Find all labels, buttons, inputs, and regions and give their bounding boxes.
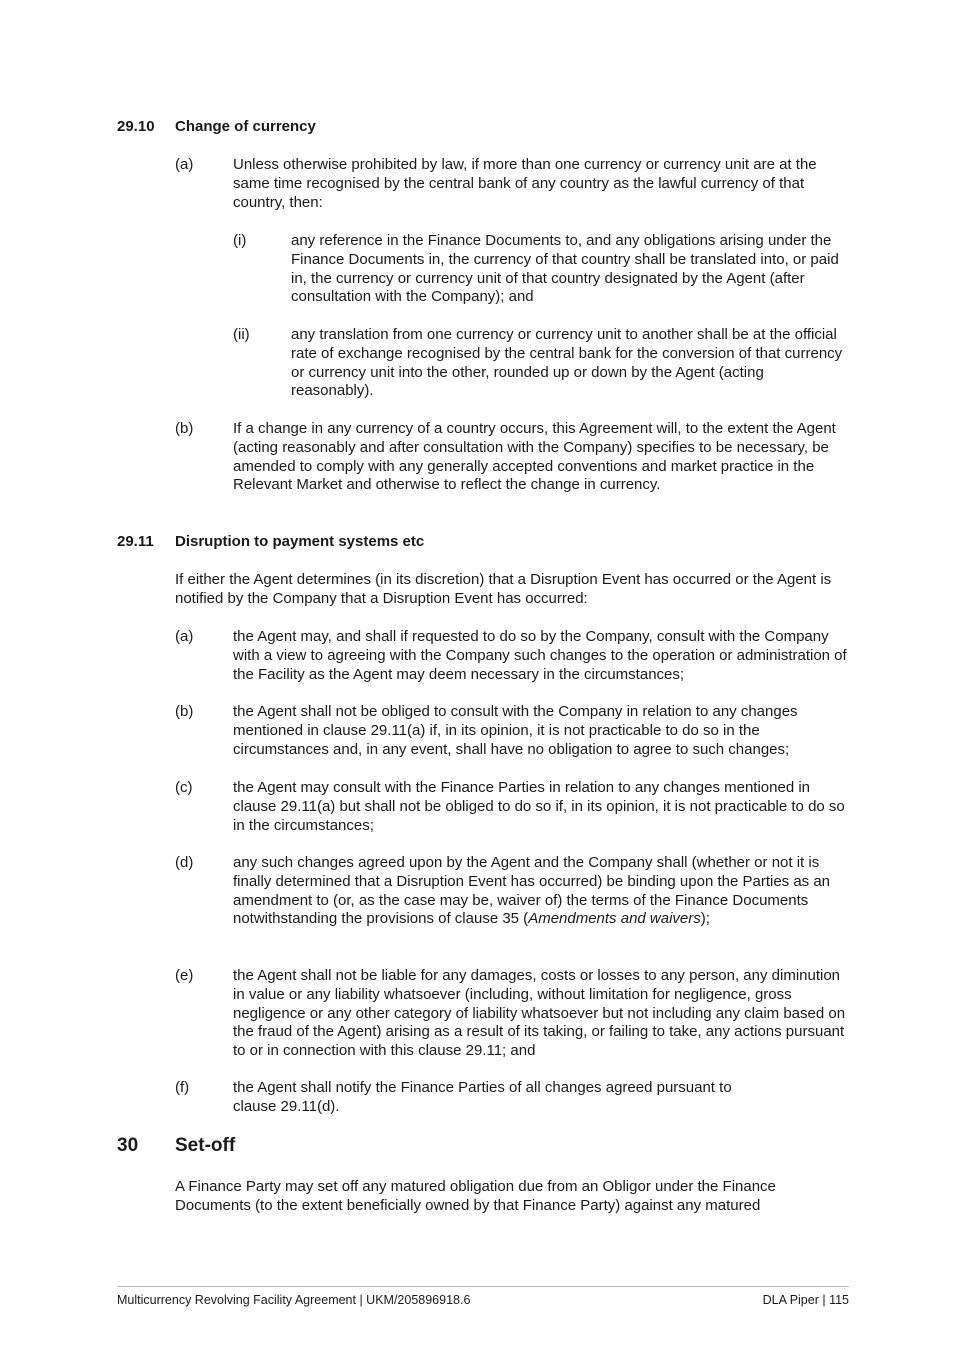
item-label: (b) <box>175 420 194 437</box>
subitem-label: (ii) <box>233 326 250 343</box>
item-text <box>233 854 850 929</box>
item-label: (a) <box>175 156 194 173</box>
footer-divider <box>117 1286 849 1287</box>
item-label: (f) <box>175 1079 190 1096</box>
subitem-text: any reference in the Finance Documents to, and any obligations arising under the Finance Documents in, the currency of that country shall be translated into, or paid in, the currency or currency unit of that country designated by the Agent (after consultation with the Company); and <box>291 232 839 306</box>
item-label: (a) <box>175 628 194 645</box>
item-label: (c) <box>175 779 193 796</box>
clause-30-text: A Finance Party may set off any matured obligation due from an Obligor under the Finance Documents (to the extent beneficially owned by that Finance Party) against any matured <box>175 1178 776 1214</box>
clause-29-11-intro: If either the Agent determines (in its discretion) that a Disruption Event has occurred or the Agent is notified by the Company that a Disruption Event has occurred: <box>175 571 832 607</box>
footer-page-number: DLA Piper | 115 <box>762 1293 849 1307</box>
clause-number: 30 <box>117 1135 139 1156</box>
item-text: Unless otherwise prohibited by law, if more than one currency or currency unit are at the same time recognised by the central bank of any country as the lawful currency of that country, then: <box>233 156 817 211</box>
clause-title: Disruption to payment systems etc <box>175 533 425 550</box>
item-text-after: ); <box>700 910 710 928</box>
item-text <box>233 1079 850 1117</box>
clause-number: 29.11 <box>117 533 154 550</box>
item-text-line2: clause 29.11(d). <box>233 1097 340 1115</box>
item-label: (e) <box>175 967 194 984</box>
item-text-italic: Amendments and waivers <box>528 910 701 928</box>
item-text: the Agent shall not be liable for any damages, costs or losses to any person, any diminution in value or any liability whatsoever (including, without limitation for negligence, gross negligence or any other category of liability whatsoever but not including any claim based on the fraud of the Agent) arising as a result of its taking, or failing to take, any actions pursuant to or in connection with this clause 29.11; and <box>233 967 846 1060</box>
item-text: If a change in any currency of a country occurs, this Agreement will, to the extent the Agent (acting reasonably and after consultation with the Company) specifies to be necessary, be amended to comply with any generally accepted conventions and market practice in the Relevant Market and otherwise to reflect the change in currency. <box>233 420 836 494</box>
clause-title: Set-off <box>175 1135 236 1156</box>
item-label: (b) <box>175 703 194 720</box>
item-text: the Agent may, and shall if requested to do so by the Company, consult with the Company with a view to agreeing with the Company such changes to the operation or administration of the Facility as the Agent may deem necessary in the circumstances; <box>233 628 847 683</box>
item-text-before: any such changes agreed upon by the Agent and the Company shall (whether or not it is finally determined that a Disruption Event has occurred) be binding upon the Parties as an amendment to (or, as the case may be, waiver of) the terms of the Finance Documents notwithstanding the provisions of clause 35 ( <box>233 854 831 928</box>
subitem-label: (i) <box>233 232 247 249</box>
item-text-line1: the Agent shall notify the Finance Parties of all changes agreed pursuant to <box>233 1079 732 1096</box>
footer-document-reference: Multicurrency Revolving Facility Agreement | UKM/205896918.6 <box>117 1293 471 1307</box>
clause-title: Change of currency <box>175 118 316 135</box>
item-label: (d) <box>175 854 194 871</box>
subitem-text: any translation from one currency or currency unit to another shall be at the official rate of exchange recognised by the central bank for the conversion of that currency or currency unit into the other, rounded up or down by the Agent (acting reasonably). <box>291 326 843 400</box>
item-text: the Agent may consult with the Finance Parties in relation to any changes mentioned in clause 29.11(a) but shall not be obliged to do so if, in its opinion, it is not practicable to do so in the circumstances; <box>233 779 845 834</box>
item-text: the Agent shall not be obliged to consult with the Company in relation to any changes mentioned in clause 29.11(a) if, in its opinion, it is not practicable to do so in the circumstances and, in any event, shall have no obligation to agree to such changes; <box>233 703 798 758</box>
clause-number: 29.10 <box>117 118 155 135</box>
